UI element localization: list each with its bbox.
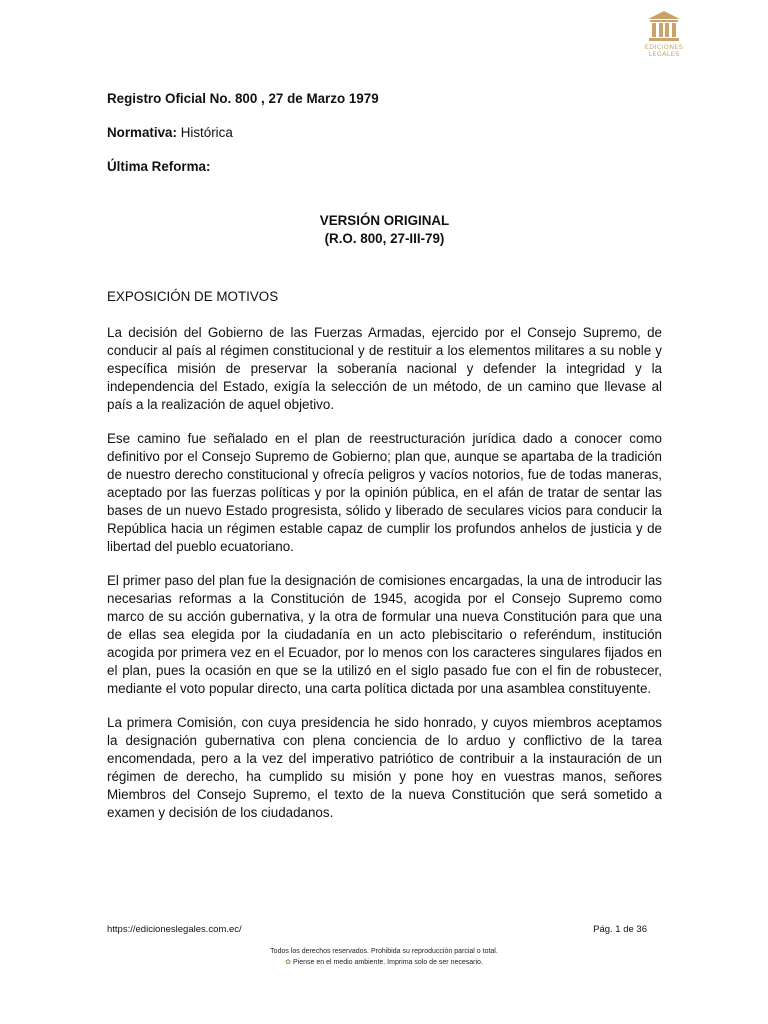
normativa-value: Histórica — [180, 125, 233, 140]
rights-notice: Todos los derechos reservados. Prohibida su reproducción parcial o total. — [270, 948, 498, 955]
environment-notice: Piense en el medio ambiente. Imprima solo de ser necesario. — [293, 959, 483, 966]
paragraph-2: Ese camino fue señalado en el plan de reestructuración jurídica dado a conocer como definitivo por el Consejo Supremo de Gobierno; plan que, aunque se apartaba de la tradición de nuestro derecho constitucional y ofrecía peligros y vacíos notorios, fue de todas maneras, aceptado por las fuerzas políticas y por la opinión pública, en el afán de tratar de sentar las bases de un nuevo Estado progresista, sólido y liberado de seculares vicios para conducir la República hacia un régimen estable capaz de cumplir los profundos anhelos de justicia y de libertad del pueblo ecuatoriano. — [107, 431, 662, 554]
logo-line-2: LEGALES — [648, 50, 680, 58]
section-heading: EXPOSICIÓN DE MOTIVOS — [107, 289, 279, 304]
paragraph-1: La decisión del Gobierno de las Fuerzas Armadas, ejercido por el Consejo Supremo, de conducir al país al régimen constitucional y de restituir a los elementos militares a su noble y específica misión de preservar la soberanía nacional y defender la integridad y la independencia del Estado, exigía la selección de un método, de un camino que llevase al país a la realización de aquel objetivo. — [107, 325, 662, 412]
environment-notice-row — [0, 957, 768, 968]
registro-oficial-text: Registro Oficial No. 800 , 27 de Marzo 1979 — [107, 91, 379, 106]
normativa-label: Normativa: — [107, 125, 177, 140]
paragraph-4: La primera Comisión, con cuya presidencia he sido honrado, y cuyos miembros aceptamos la designación gubernativa con plena conciencia de lo arduo y conflictivo de la tarea encomendada, pero a la vez del imperativo patriótico de contribuir a la instauración de un régimen de derecho, ha cumplido su misión y pone hoy en vuestras manos, señores Miembros del Consejo Supremo, el texto de la nueva Constitución que será sometido a examen y decisión de los ciudadanos. — [107, 715, 662, 820]
normativa-line — [107, 124, 662, 142]
version-block — [107, 212, 662, 248]
footer-url-link[interactable]: https://edicioneslegales.com.ec/ — [107, 924, 242, 935]
page-footer — [107, 924, 647, 935]
logo-line-1: EDICIONES — [644, 43, 684, 51]
ultima-reforma-label: Última Reforma: — [107, 159, 211, 174]
registro-oficial-line — [107, 90, 662, 108]
logo-text — [634, 44, 694, 58]
version-title: VERSIÓN ORIGINAL — [319, 213, 450, 228]
version-subtitle: (R.O. 800, 27-III-79) — [324, 231, 445, 246]
ediciones-legales-logo — [634, 10, 694, 70]
columns-building-icon — [647, 10, 681, 42]
footer-notes — [0, 946, 768, 968]
leaf-icon: ✿ — [285, 959, 291, 966]
page-number: Pág. 1 de 36 — [593, 924, 647, 935]
paragraph-3: El primer paso del plan fue la designación de comisiones encargadas, la una de introducir las necesarias reformas a la Constitución de 1945, acogida por el Consejo Supremo como marco de su acción gubernativa, y la otra de formular una nueva Constitución para que una de ellas sea elegida por la ciudadanía en un acto plebiscitario o referéndum, institución acogida por primera vez en el Ecuador, por lo menos con los caracteres singulares fijados en el plan, pues la ocasión en que se la utilizó en el siglo pasado fue con el fin de robustecer, mediante el voto popular directo, una carta política dictada por una asamblea constituyente. — [107, 573, 662, 696]
document-body — [107, 90, 662, 838]
ultima-reforma-line — [107, 158, 662, 176]
